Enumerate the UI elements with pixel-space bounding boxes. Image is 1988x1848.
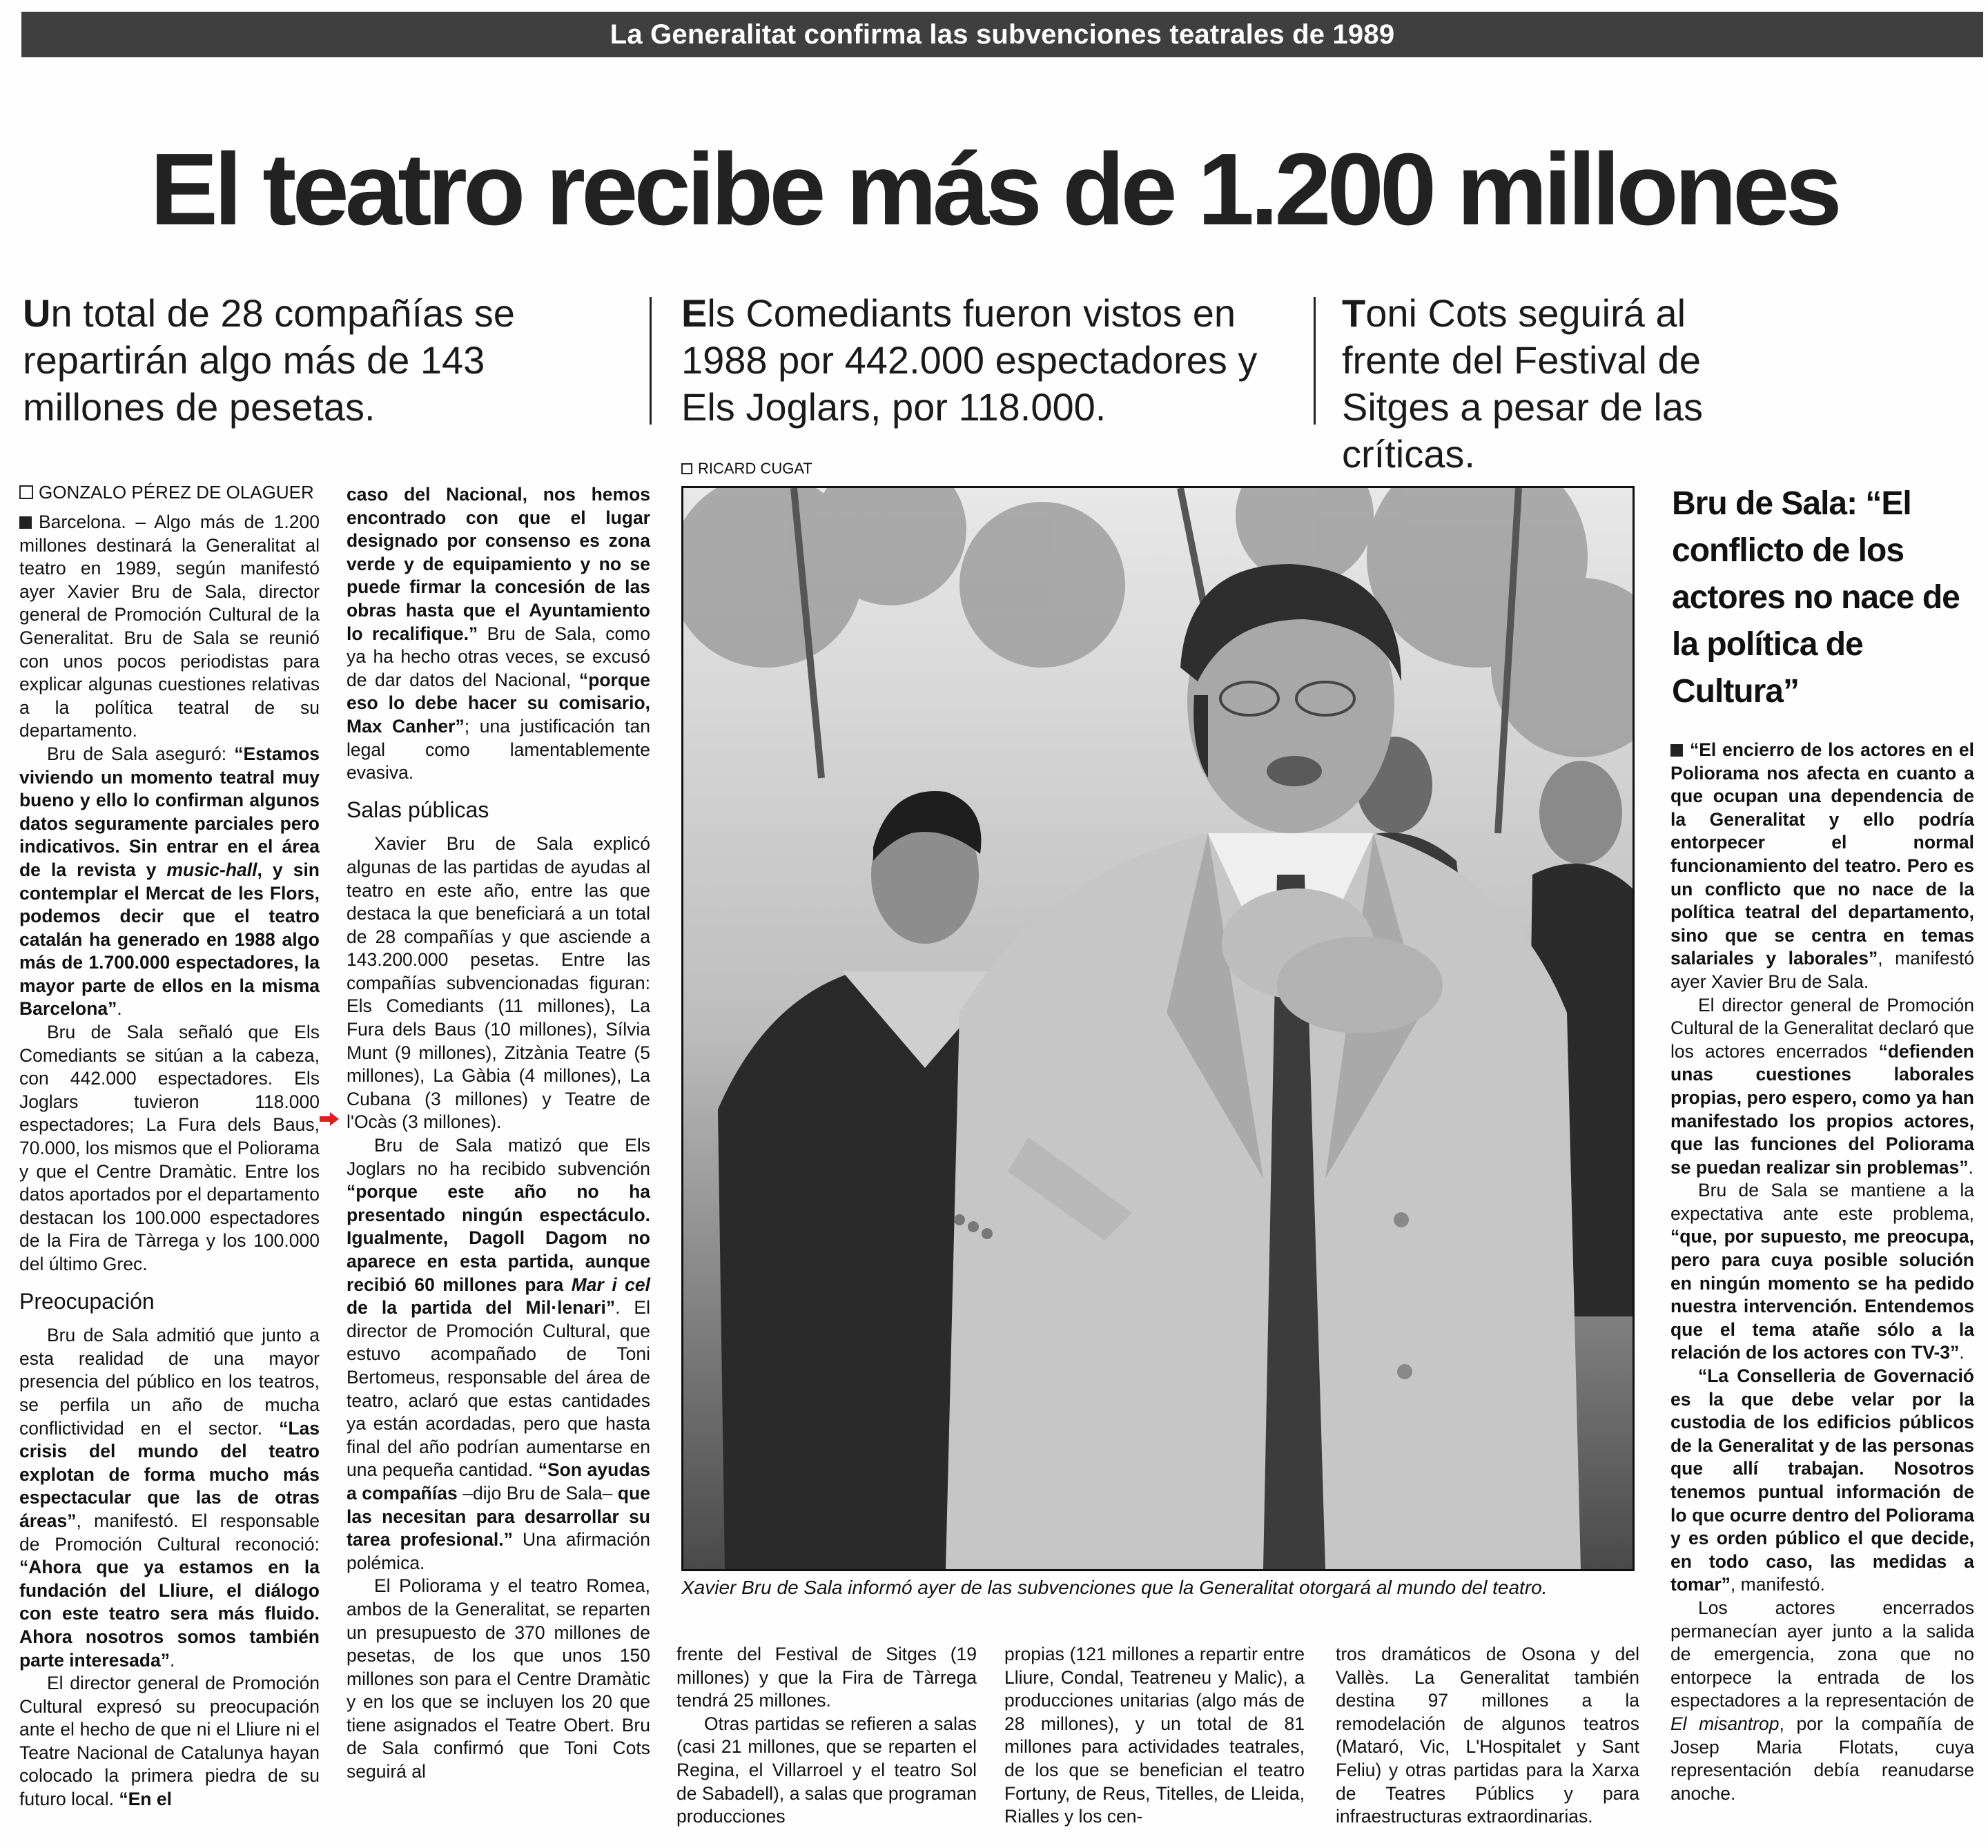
square-outline-icon xyxy=(681,463,692,474)
deck-initial: T xyxy=(1342,291,1366,335)
byline: GONZALO PÉREZ DE OLAGUER xyxy=(19,480,320,504)
article-column-1: GONZALO PÉREZ DE OLAGUER Barcelona. – Algo más de 1.200 millones destinará la Generalitat al teatro en 1989, según manifestó ayer Xavier Bru de Sala, director general de Promoción Cultural de la Generalitat. Bru de Sala se reunió con unos pocos periodistas para explicar algunas cuestiones relativas a la política teatral de su departamento. Bru de Sala aseguró: “Estamos viviendo un momento teatral muy bueno y ello lo confirman algunos datos seguramente parciales pero indicativos. Sin entrar en el área de la revista y music-hall, y sin contemplar el Mercat de les Flors, podemos decir que el teatro catalán ha generado en 1988 algo más de 1.700.000 espectadores, la mayor parte de ellos en la misma Barcelona”. Bru de Sala señaló que Els Comediants se sitúan a la cabeza, con 442.000 espectadores. Els Joglars tuvieron 118.000 espectadores; La Fura dels Baus, 70.000, los mismos que el Poliorama y que el Centre Dramàtic. Entre los datos aportados por el departamento destacan los 100.000 espectadores de la Fira de Tàrrega y los 100.000 del último Grec. Preocupación Bru de Sala admitió que junto a esta realidad de una mayor presencia del público en los teatros, se perfila un año de mucha conflictividad en el sector. “Las crisis del mundo del teatro explotan de forma mucho más espectacular que las de otras áreas”, manifestó. El responsable de Promoción Cultural reconoció: “Ahora que ya estamos en la fundación del Lliure, el diálogo con este teatro sera más fluido. Ahora nosotros somos también parte interesada”. El director general de Promoción Cultural expresó su preocupación ante el hecho de que ni el Lliure ni el Teatre Nacional de Catalunya hayan colocado la primera piedra de su futuro local. “En el xyxy=(19,482,320,1810)
subhead-preocupacion: Preocupación xyxy=(19,1288,155,1314)
article-column-4: propias (121 millones a repartir entre Lliure, Condal, Teatreneu y Malic), a producciones unitarias (algo más de 28 millones), y un total de 81 millones para actividades teatrales, de los que se benefician el teatro Fortuny, de Reus, Titelles, de Lleida, Rialles y los cen- xyxy=(1004,1644,1305,1827)
sidebar-column: “El encierro de los actores en el Poliorama nos afecta en cuanto a que ocupan una dependencia de la Generalitat y ello podría entorpecer el normal funcionamiento del teatro. Pero es un conflicto que no nace de la política teatral del departamento, sino que se centra en temas salariales y laborales”, manifestó ayer Xavier Bru de Sala. El director general de Promoción Cultural de la Generalitat declaró que los actores encerrados “defienden unas cuestiones laborales propias, pero espero, como ya han manifestado los propios actores, que las funciones del Poliorama se puedan realizar sin problemas”. Bru de Sala se mantiene a la expectativa ante este problema, “que, por supuesto, me preocupa, pero para cuya posible solución en ningún momento se ha pedido nuestra intervención. Entendemos que el tema atañe sólo a la relación de los actores con TV-3”. “La Conselleria de Governació es la que debe velar por la custodia de los edificios públicos de la Generalitat y de las personas que allí trabajan. Nosotros tenemos puntual información de lo que ocurre dentro del Poliorama y es orden público el que decide, en todo caso, las medidas a tomar”, manifestó. Los actores encerrados permanecían ayer junto a la salida de emergencia, zona que no entorpece la entrada de los espectadores a la representación de El misantrop, por la compañía de Josep Maria Flotats, cuya representación debía reanudarse anoche. xyxy=(1670,739,1975,1804)
subhead-salas-publicas: Salas públicas xyxy=(347,797,489,822)
column-divider xyxy=(650,297,652,425)
deck-2 xyxy=(681,290,1275,431)
deck-text: oni Cots seguirá al frente del Festival de Sitges a pesar de las críticas. xyxy=(1342,291,1703,476)
headline: El teatro recibe más de 1.200 millones xyxy=(150,133,1838,246)
square-bullet-icon xyxy=(19,516,32,529)
deck-initial: E xyxy=(681,291,708,335)
section-banner: La Generalitat confirma las subvenciones teatrales de 1989 xyxy=(21,12,1983,57)
red-arrow-icon xyxy=(320,1112,339,1126)
deck-3 xyxy=(1342,290,1784,478)
deck-text: ls Comediants fueron vistos en 1988 por 442.000 espectadores y Els Joglars, por 118.000. xyxy=(681,291,1258,429)
deck-initial: U xyxy=(23,291,51,335)
sidebar-headline: Bru de Sala: “El conflicto de los actores no nace de la política de Cultura” xyxy=(1672,485,1960,710)
article-column-5: tros dramáticos de Osona y del Vallès. La Generalitat también destina 97 millones a la remodelación de algunos teatros (Mataró, Vic, L'Hospitalet y Sant Feliu) y otras partidas para la Xarxa de Teatres Públics y para infraestructuras extraordinarias. xyxy=(1336,1644,1639,1827)
square-bullet-icon xyxy=(1670,744,1683,757)
deck-text: n total de 28 compañías se repartirán algo más de 143 millones de pesetas. xyxy=(23,291,515,429)
article-column-2: caso del Nacional, nos hemos encontrado con que el lugar designado por consenso es zona verde y de equipamiento y no se puede firmar la concesión de las obras hasta que el Ayuntamiento lo recalifique.” Bru de Sala, como ya ha hecho otras veces, se excusó de dar datos del Nacional, “porque eso lo debe hacer su comisario, Max Canher”; una justificación tan legal como lamentablemente evasiva. Salas públicas Xavier Bru de Sala explicó algunas de las partidas de ayudas al teatro en este año, entre las que destaca la que beneficiará a un total de 28 compañías y que asciende a 143.200.000 pesetas. Entre las compañías subvencionadas figuran: Els Comediants (11 millones), La Fura dels Baus (10 millones), Sílvia Munt (9 millones), Zitzània Teatre (5 millones), La Gàbia (4 millones), La Cubana (3 millones) y Teatre de l'Ocàs (3 millones). Bru de Sala matizó que Els Joglars no ha recibido subvención “porque este año no ha presentado ningún espectáculo. Igualmente, Dagoll Dagom no aparece en esta partida, aunque recibió 60 millones para Mar i cel de la partida del Mil·lenari”. El director de Promoción Cultural, que estuvo acompañado de Toni Bertomeus, responsable del área de teatro, aclaró que estas cantidades ya están acordadas, pero que hasta final del año podrían aumentarse en una pequeña cantidad. “Son ayudas a compañías –dijo Bru de Sala– que las necesitan para desarrollar su tarea profesional.” Una afirmación polémica. El Poliorama y el teatro Romea, ambos de la Generalitat, se reparten un presupuesto de 370 millones de pesetas, de los que unos 150 millones son para el Centre Dramàtic y en los que se incluyen los 20 que tiene asignados el Teatre Obert. Bru de Sala confirmó que Toni Cots seguirá al xyxy=(347,484,651,1782)
news-photo xyxy=(681,486,1635,1571)
deck-1 xyxy=(23,290,616,431)
photo-credit: RICARD CUGAT xyxy=(681,460,812,478)
photo-illustration xyxy=(683,488,1633,1569)
article-column-3: frente del Festival de Sitges (19 millones) y que la Fira de Tàrrega tendrá 25 millones. Otras partidas se refieren a salas (casi 21 millones, que se reparten el Regina, el Villarroel y el teatro Sol de Sabadell), a salas que programan producciones xyxy=(676,1644,977,1827)
square-outline-icon xyxy=(19,485,33,499)
photo-caption: Xavier Bru de Sala informó ayer de las subvenciones que la Generalitat otorgará al mundo del teatro. xyxy=(681,1577,1548,1598)
column-divider xyxy=(1314,297,1316,425)
